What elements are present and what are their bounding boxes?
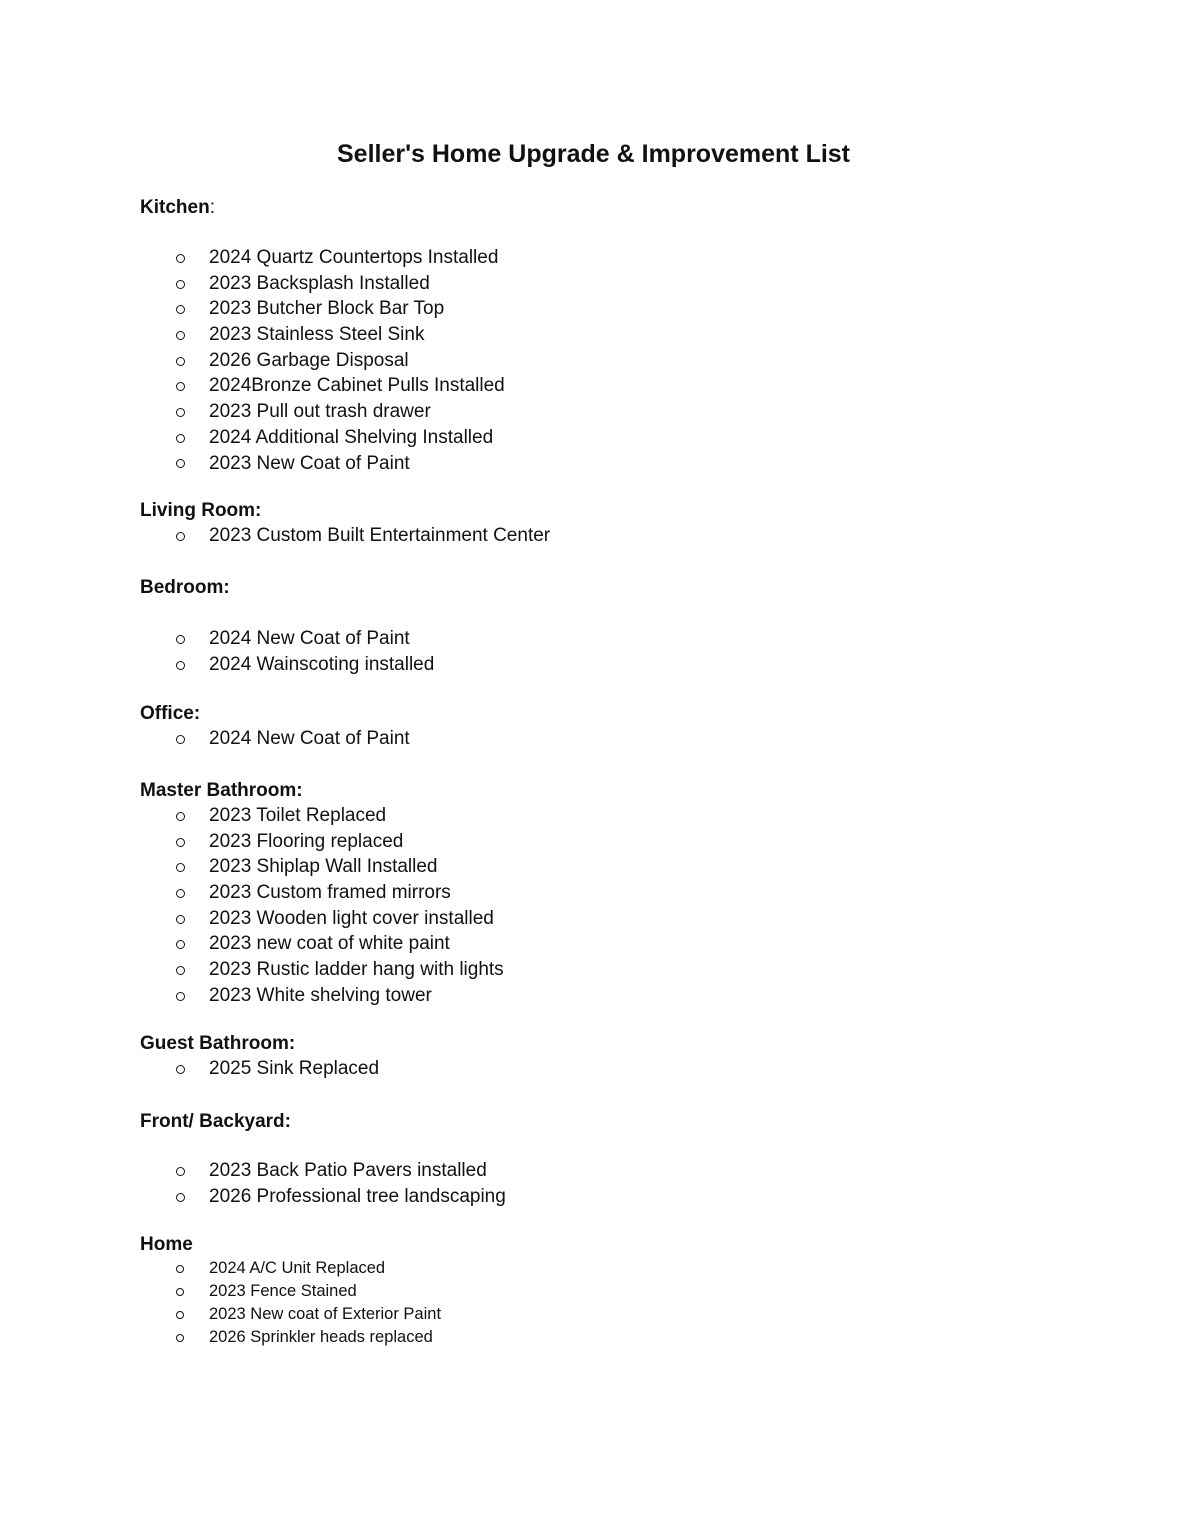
list-item: 2023 Toilet Replaced bbox=[140, 803, 504, 829]
list-item: 2023 Custom framed mirrors bbox=[140, 880, 504, 906]
item-list bbox=[140, 626, 434, 677]
list-item: 2023 Shiplap Wall Installed bbox=[140, 854, 504, 880]
list-item: 2023 Flooring replaced bbox=[140, 829, 504, 855]
list-item: 2024 Wainscoting installed bbox=[140, 652, 434, 678]
list-item: 2024Bronze Cabinet Pulls Installed bbox=[140, 373, 505, 399]
list-item: 2026 Sprinkler heads replaced bbox=[140, 1326, 441, 1349]
section-office bbox=[140, 702, 410, 752]
list-item: 2023 new coat of white paint bbox=[140, 931, 504, 957]
list-item: 2025 Sink Replaced bbox=[140, 1056, 379, 1082]
list-item: 2024 Quartz Countertops Installed bbox=[140, 245, 505, 271]
list-item: 2024 New Coat of Paint bbox=[140, 626, 434, 652]
list-item: 2024 A/C Unit Replaced bbox=[140, 1257, 441, 1280]
section-living-room bbox=[140, 499, 550, 549]
list-item: 2023 Back Patio Pavers installed bbox=[140, 1158, 506, 1184]
section-heading: Bedroom: bbox=[140, 577, 230, 598]
list-item: 2023 Fence Stained bbox=[140, 1280, 441, 1303]
section-home bbox=[140, 1233, 441, 1349]
list-item: 2023 New coat of Exterior Paint bbox=[140, 1303, 441, 1326]
list-item: 2023 Wooden light cover installed bbox=[140, 906, 504, 932]
list-item: 2023 Butcher Block Bar Top bbox=[140, 296, 505, 322]
section-heading-text: Kitchen bbox=[140, 197, 210, 218]
list-item: 2023 Custom Built Entertainment Center bbox=[140, 523, 550, 549]
section-heading bbox=[140, 196, 505, 220]
item-list bbox=[140, 803, 504, 1009]
section-bedroom bbox=[140, 576, 434, 677]
section-heading: Home bbox=[140, 1234, 193, 1255]
section-heading: Front/ Backyard: bbox=[140, 1111, 291, 1132]
list-item: 2024 New Coat of Paint bbox=[140, 726, 410, 752]
list-item: 2023 Pull out trash drawer bbox=[140, 399, 505, 425]
list-item: 2023 Stainless Steel Sink bbox=[140, 322, 505, 348]
list-item: 2023 White shelving tower bbox=[140, 983, 504, 1009]
section-guest-bathroom bbox=[140, 1032, 379, 1082]
list-item: 2023 Rustic ladder hang with lights bbox=[140, 957, 504, 983]
section-front-backyard bbox=[140, 1110, 506, 1209]
page-title: Seller's Home Upgrade & Improvement List bbox=[336, 140, 851, 168]
item-list bbox=[140, 1257, 441, 1349]
section-heading: Living Room: bbox=[140, 500, 262, 521]
section-heading-suffix: : bbox=[209, 197, 215, 218]
section-heading: Office: bbox=[140, 703, 201, 724]
list-item: 2024 Additional Shelving Installed bbox=[140, 425, 505, 451]
item-list bbox=[140, 1158, 506, 1209]
item-list bbox=[140, 245, 505, 476]
section-heading: Master Bathroom: bbox=[140, 780, 303, 801]
section-heading: Guest Bathroom: bbox=[140, 1033, 296, 1054]
list-item: 2023 Backsplash Installed bbox=[140, 271, 505, 297]
section-kitchen bbox=[140, 196, 505, 476]
item-list bbox=[140, 726, 410, 752]
section-master-bathroom bbox=[140, 779, 504, 1009]
list-item: 2026 Professional tree landscaping bbox=[140, 1184, 506, 1210]
item-list bbox=[140, 1056, 379, 1082]
item-list bbox=[140, 523, 550, 549]
list-item: 2023 New Coat of Paint bbox=[140, 451, 505, 477]
list-item: 2026 Garbage Disposal bbox=[140, 348, 505, 374]
